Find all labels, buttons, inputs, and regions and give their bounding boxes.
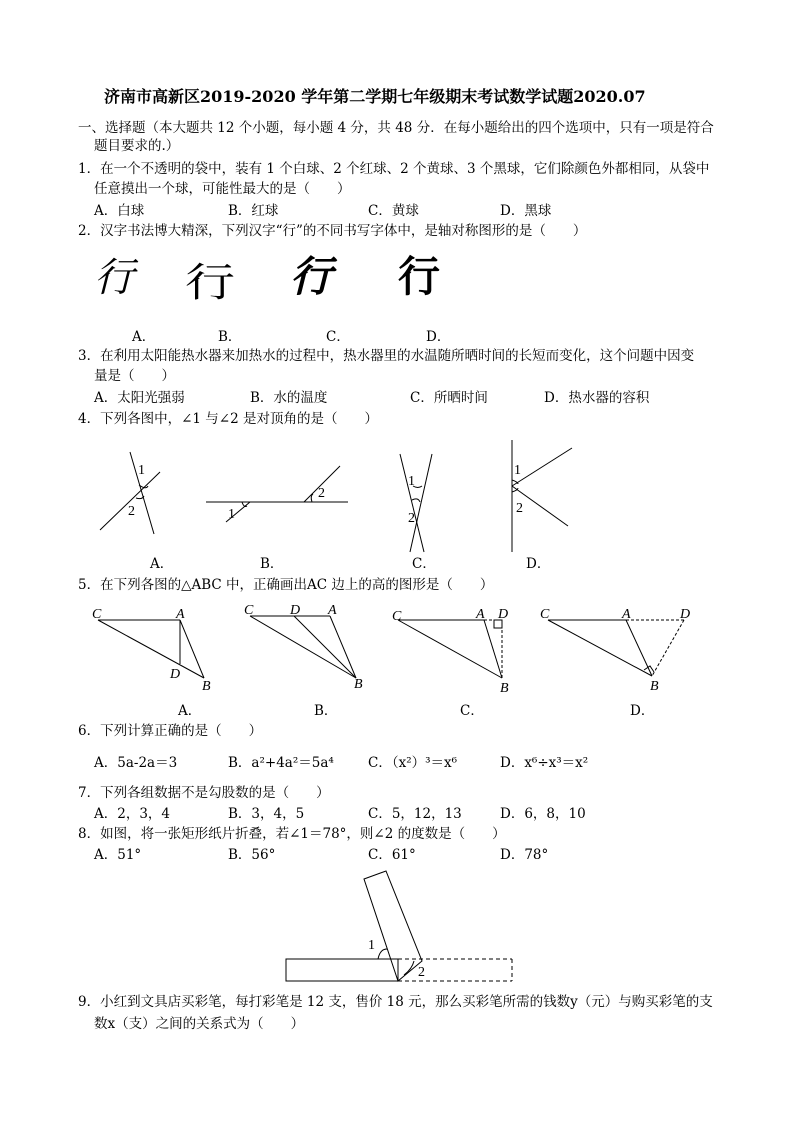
q4-c-angle1: 1 — [408, 474, 415, 489]
q5-b-point-d: D — [290, 603, 301, 618]
q3-option-a: A．太阳光强弱 — [94, 390, 185, 406]
q6-option-a: A．5a-2a＝3 — [94, 755, 178, 771]
q2-label-b: B． — [218, 329, 242, 345]
q4-label-a: A． — [150, 556, 174, 572]
q9-stem-line1: 9．小红到文具店买彩笔，每打彩笔是 12 支，售价 18 元，那么买彩笔所需的钱数y（元）与购买彩笔的支 — [78, 994, 713, 1010]
q4-d-angle1: 1 — [514, 463, 521, 478]
q7-option-a: A．2，3，4 — [94, 806, 171, 822]
section-header-line1: 一、选择题（本大题共 12 个小题，每小题 4 分，共 48 分．在每小题给出的四个选项中，只有一项是符合 — [78, 120, 714, 136]
q6-option-d: D．x⁶÷x³＝x² — [500, 755, 589, 771]
q5-c-point-a: A — [476, 607, 485, 622]
q6-stem: 6．下列计算正确的是（ ） — [78, 723, 263, 739]
q3-option-d: D．热水器的容积 — [544, 390, 650, 406]
q2-label-c: C． — [326, 329, 350, 345]
q7-option-c: C．5，12，13 — [368, 806, 462, 822]
q2-glyph-a: 行 — [94, 255, 134, 301]
q4-a-angle1: 1 — [138, 463, 145, 478]
q1-option-a: A．白球 — [94, 203, 145, 219]
q5-a-point-c: C — [92, 607, 102, 622]
q1-option-c: C．黄球 — [368, 203, 419, 219]
q7-stem: 7．下列各组数据不是勾股数的是（ ） — [78, 785, 330, 801]
q5-d-point-d: D — [680, 607, 691, 622]
q8-option-d: D．78° — [500, 847, 549, 863]
q2-stem: 2．汉字书法博大精深，下列汉字“行”的不同书写字体中，是轴对称图形的是（ ） — [78, 223, 587, 239]
q5-figure-d — [548, 620, 684, 676]
q5-label-c: C． — [460, 703, 484, 719]
q2-glyph-b: 行 — [185, 260, 235, 306]
q5-figure-b — [250, 616, 356, 678]
q8-figure — [0, 865, 794, 985]
q5-a-point-a: A — [176, 607, 185, 622]
q4-label-c: C． — [412, 556, 436, 572]
q5-c-point-d: D — [498, 607, 509, 622]
q1-stem-line2: 任意摸出一个球，可能性最大的是（ ） — [94, 181, 351, 197]
q5-a-point-d: D — [170, 667, 181, 682]
q5-b-point-c: C — [244, 603, 254, 618]
q8-option-c: C．61° — [368, 847, 416, 863]
section-header-line2: 题目要求的.） — [94, 138, 180, 154]
q5-b-point-a: A — [328, 603, 337, 618]
q4-b-angle2: 2 — [318, 486, 325, 501]
q4-d-angle2: 2 — [516, 501, 523, 516]
q2-label-a: A． — [132, 329, 156, 345]
q5-d-point-a: A — [622, 607, 631, 622]
q5-figures — [0, 600, 794, 700]
q4-label-d: D． — [526, 556, 551, 572]
q3-stem-line1: 3．在利用太阳能热水器来加热水的过程中，热水器里的水温随所晒时间的长短而变化，这个问题中因变 — [78, 348, 695, 364]
q3-option-b: B．水的温度 — [250, 390, 328, 406]
q5-c-point-c: C — [392, 609, 402, 624]
q4-a-angle2: 2 — [128, 504, 135, 519]
q4-label-b: B． — [260, 556, 284, 572]
q6-option-b: B．a²+4a²＝5a⁴ — [228, 755, 334, 771]
q9-stem-line2: 数x（支）之间的关系式为（ ） — [94, 1016, 305, 1032]
q5-d-point-b: B — [650, 679, 659, 694]
q5-a-point-b: B — [202, 679, 211, 694]
q1-option-b: B．红球 — [228, 203, 279, 219]
q2-label-d: D． — [426, 329, 451, 345]
q5-figure-c — [398, 620, 502, 678]
q4-figure-d — [512, 440, 572, 552]
q5-d-point-c: C — [540, 607, 550, 622]
q5-label-a: A． — [178, 703, 202, 719]
q2-glyph-d: 行 — [398, 255, 441, 301]
q2-glyph-c: 行 — [290, 252, 333, 301]
q8-angle1: 1 — [368, 938, 375, 953]
q8-stem: 8．如图，将一张矩形纸片折叠，若∠1＝78°，则∠2 的度数是（ ） — [78, 826, 506, 842]
q1-option-d: D．黑球 — [500, 203, 552, 219]
q7-option-d: D．6，8，10 — [500, 806, 586, 822]
q4-stem: 4．下列各图中，∠1 与∠2 是对顶角的是（ ） — [78, 411, 378, 427]
q8-option-b: B．56° — [228, 847, 276, 863]
q3-option-c: C．所晒时间 — [410, 390, 488, 406]
q6-option-c: C．（x²）³＝x⁶ — [368, 755, 458, 771]
q4-figures — [0, 430, 794, 590]
q4-figure-c — [400, 454, 432, 552]
q5-stem: 5．在下列各图的△ABC 中，正确画出AC 边上的高的图形是（ ） — [78, 577, 494, 593]
q1-stem-line1: 1．在一个不透明的袋中，装有 1 个白球、2 个红球、2 个黄球、3 个黑球，它们除颜色外都相同，从袋中 — [78, 161, 710, 177]
q5-figure-a — [98, 620, 204, 678]
q4-figure-a — [100, 452, 160, 534]
q7-option-b: B．3，4，5 — [228, 806, 305, 822]
q5-b-point-b: B — [354, 677, 363, 692]
q8-angle2: 2 — [418, 965, 425, 980]
q8-option-a: A．51° — [94, 847, 142, 863]
q3-stem-line2: 量是（ ） — [94, 368, 175, 384]
q5-c-point-b: B — [500, 681, 509, 696]
q5-label-d: D． — [630, 703, 655, 719]
q5-label-b: B． — [314, 703, 338, 719]
q4-c-angle2: 2 — [408, 511, 415, 526]
page-title: 济南市高新区2019-2020 学年第二学期七年级期末考试数学试题2020.07 — [104, 87, 646, 106]
q4-b-angle1: 1 — [228, 507, 235, 522]
